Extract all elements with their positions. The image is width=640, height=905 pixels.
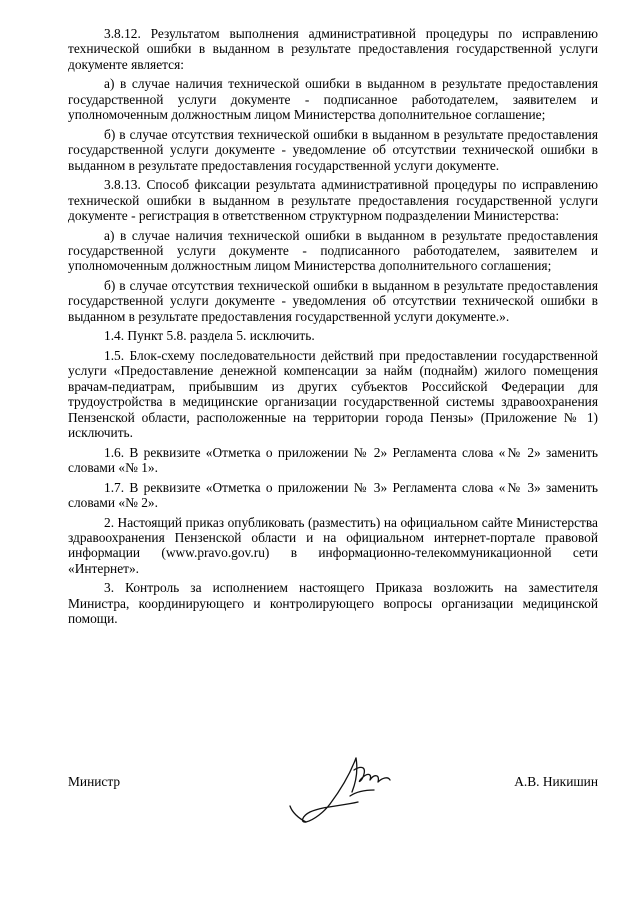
paragraph-2: 2. Настоящий приказ опубликовать (разместить) на официальном сайте Министерства здравоохранения Пензенской области и на официальном интернет-портале правовой информации (www.pravo.gov.ru) в информационно-телекоммуникационной сети «Интернет».	[68, 514, 598, 576]
paragraph-3-8-12-b: б) в случае отсутствия технической ошибки в выданном в результате предоставления государственной услуги документе - уведомление об отсутствии технической ошибки в выданном в результате предоставления государственной услуги документе.	[68, 126, 598, 173]
paragraph-3: 3. Контроль за исполнением настоящего Приказа возложить на заместителя Министра, координирующего и контролирующего вопросы организации медицинской помощи.	[68, 580, 598, 627]
paragraph-1-5: 1.5. Блок-схему последовательности действий при предоставлении государственной услуги «Предоставление денежной компенсации за найм (поднайм) жилого помещения врачам-педиатрам, прибывшим из других субъектов Российской Федерации для трудоустройства в медицинские организации государственной системы здравоохранения Пензенской области, расположенные на территории города Пензы» (Приложение № 1) исключить.	[68, 348, 598, 441]
paragraph-3-8-13: 3.8.13. Способ фиксации результата административной процедуры по исправлению технической ошибки в выданном в результате предоставления государственной услуги документе - регистрация в ответственном структурном подразделении Министерства:	[68, 177, 598, 224]
handwritten-signature-icon	[284, 752, 414, 832]
paragraph-1-7: 1.7. В реквизите «Отметка о приложении № 3» Регламента слова «№ 3» заменить словами «№ 2».	[68, 479, 598, 511]
paragraph-3-8-13-a: а) в случае наличия технической ошибки в выданном в результате предоставления государственной услуги документе - подписанного работодателем, заявителем и уполномоченным должностным лицом Министерства дополнительного соглашения;	[68, 227, 598, 274]
paragraph-3-8-12-a: а) в случае наличия технической ошибки в выданном в результате предоставления государственной услуги документе - подписанное работодателем, заявителем и уполномоченным должностным лицом Министерства дополнительное соглашение;	[68, 76, 598, 123]
paragraph-1-6: 1.6. В реквизите «Отметка о приложении № 2» Регламента слова «№ 2» заменить словами «№ 1».	[68, 444, 598, 476]
paragraph-3-8-13-b: б) в случае отсутствия технической ошибки в выданном в результате предоставления государственной услуги документе - уведомления об отсутствии технической ошибки в выданном в результате предоставления государственной услуги документе.».	[68, 278, 598, 324]
paragraph-1-4: 1.4. Пункт 5.8. раздела 5. исключить.	[104, 328, 315, 344]
paragraph-3-8-12: 3.8.12. Результатом выполнения административной процедуры по исправлению технической ошибки в выданном в результате предоставления государственной услуги документе является:	[68, 26, 598, 72]
signatory-title: Министр	[68, 774, 121, 789]
signatory-name: А.В. Никишин	[514, 774, 598, 789]
document-body	[68, 26, 598, 631]
